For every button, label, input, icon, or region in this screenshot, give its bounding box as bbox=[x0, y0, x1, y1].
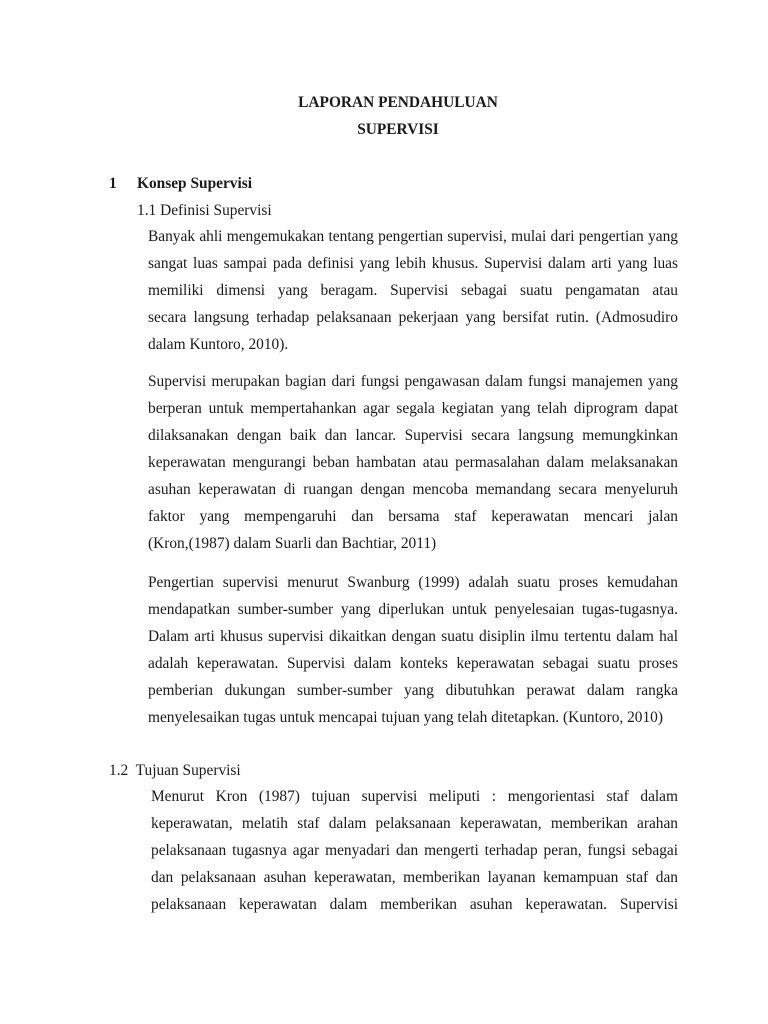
text-line: memiliki dimensi yang beragam. Supervisi sebagai suatu pengamatan atau bbox=[148, 282, 678, 299]
paragraph-definisi-1 bbox=[148, 228, 678, 354]
text-line: Pengertian supervisi menurut Swanburg (1999) adalah suatu proses kemudahan bbox=[148, 574, 678, 591]
text-line: pelaksanaan tugasnya agar menyadari dan mengerti terhadap peran, fungsi sebagai bbox=[151, 842, 678, 859]
text-line: keperawatan mengurangi beban hambatan atau permasalahan dalam melaksanakan bbox=[148, 454, 678, 471]
text-line: asuhan keperawatan di ruangan dengan mencoba memandang secara menyeluruh bbox=[148, 481, 678, 498]
document-subtitle: SUPERVISI bbox=[357, 121, 439, 138]
text-line: dan pelaksanaan asuhan keperawatan, memberikan layanan kemampuan staf dan bbox=[151, 869, 678, 886]
paragraph-definisi-3 bbox=[148, 574, 678, 727]
text-line: mendapatkan sumber-sumber yang diperlukan untuk penyelesaian tugas-tugasnya. bbox=[148, 601, 678, 618]
text-line: berperan untuk mempertahankan agar segala kegiatan yang telah diprogram dapat bbox=[148, 400, 678, 417]
subsection-heading-tujuan: 1.2 Tujuan Supervisi bbox=[109, 762, 241, 779]
text-line: Dalam arti khusus supervisi dikaitkan dengan suatu disiplin ilmu tertentu dalam hal bbox=[148, 628, 678, 645]
text-line: adalah keperawatan. Supervisi dalam konteks keperawatan sebagai suatu proses bbox=[148, 655, 678, 672]
section-heading: Konsep Supervisi bbox=[137, 175, 253, 192]
text-line: faktor yang mempengaruhi dan bersama staf keperawatan mencari jalan bbox=[148, 508, 678, 525]
text-line: sangat luas sampai pada definisi yang lebih khusus. Supervisi dalam arti yang luas bbox=[148, 255, 678, 272]
paragraph-definisi-2 bbox=[148, 373, 678, 553]
text-line: (Kron,(1987) dalam Suarli dan Bachtiar, 2011) bbox=[148, 535, 437, 552]
text-line: pelaksanaan keperawatan dalam memberikan asuhan keperawatan. Supervisi bbox=[151, 896, 678, 913]
document-title: LAPORAN PENDAHULUAN bbox=[298, 94, 498, 111]
text-line: dilaksanakan dengan baik dan lancar. Supervisi secara langsung memungkinkan bbox=[148, 427, 678, 444]
text-line: secara langsung terhadap pelaksanaan pekerjaan yang bersifat rutin. (Admosudiro bbox=[148, 309, 678, 326]
text-line: dalam Kuntoro, 2010). bbox=[148, 336, 289, 353]
paragraph-tujuan-1 bbox=[151, 788, 678, 914]
text-line: Menurut Kron (1987) tujuan supervisi meliputi : mengorientasi staf dalam bbox=[151, 788, 678, 805]
text-line: menyelesaikan tugas untuk mencapai tujuan yang telah ditetapkan. (Kuntoro, 2010) bbox=[148, 709, 664, 726]
text-line: Banyak ahli mengemukakan tentang pengertian supervisi, mulai dari pengertian yang bbox=[148, 228, 678, 245]
subsection-heading-definisi: 1.1 Definisi Supervisi bbox=[137, 202, 272, 219]
text-line: keperawatan, melatih staf dalam pelaksanaan keperawatan, memberikan arahan bbox=[151, 815, 678, 832]
section-number: 1 bbox=[109, 175, 117, 192]
text-line: pemberian dukungan sumber-sumber yang dibutuhkan perawat dalam rangka bbox=[148, 682, 678, 699]
text-line: Supervisi merupakan bagian dari fungsi pengawasan dalam fungsi manajemen yang bbox=[148, 373, 678, 390]
